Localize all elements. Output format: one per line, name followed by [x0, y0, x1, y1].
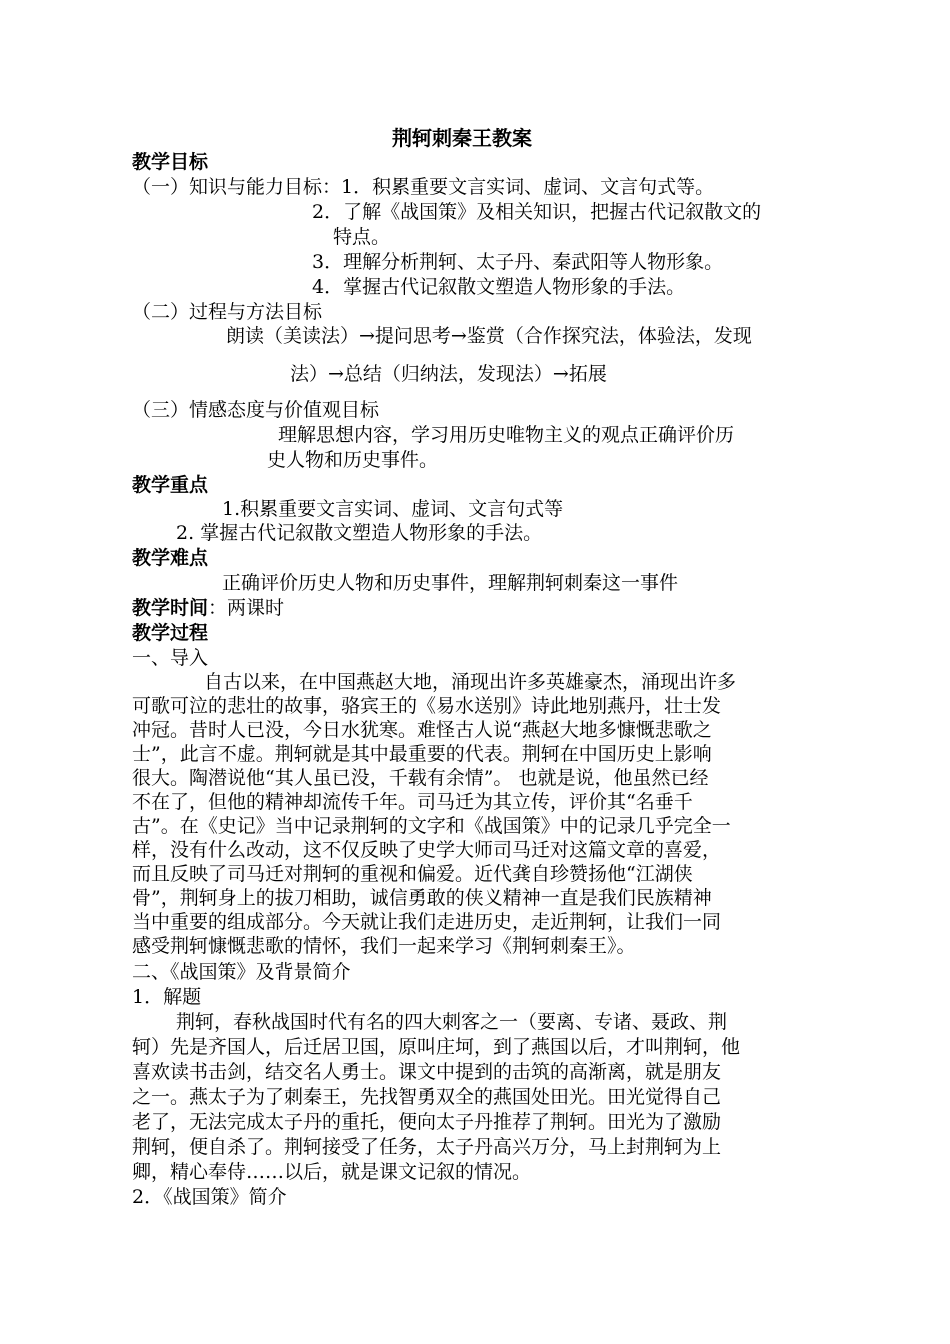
key-point-text: 1.积累重要文言实词、虚词、文言句式等 [222, 498, 564, 520]
intro-paragraph-line: 自古以来，在中国燕赵大地，涌现出许多英雄豪杰，涌现出许多 [204, 671, 737, 693]
item1-paragraph-line: 荆轲，便自杀了。荆轲接受了任务，太子丹高兴万分，马上封荆轲为上 [132, 1136, 722, 1158]
objective-text: 2．了解《战国策》及相关知识，把握古代记叙散文的 [312, 201, 762, 223]
intro-paragraph-line: 而且反映了司马迁对荆轲的重视和偏爱。近代龚自珍赞扬他“江湖侠 [132, 863, 693, 885]
item1-paragraph-line: 卿，精心奉侍……以后，就是课文记叙的情况。 [132, 1161, 532, 1183]
process-heading: 教学过程 [132, 622, 209, 644]
teaching-time [132, 596, 284, 620]
objective-text: 3．理解分析荆轲、太子丹、秦武阳等人物形象。 [312, 251, 724, 273]
item1-paragraph-line: 喜欢读书击剑，结交名人勇士。课文中提到的击筑的高渐离，就是朋友 [132, 1061, 722, 1083]
difficulty-text: 正确评价历史人物和历史事件，理解荆轲刺秦这一事件 [222, 572, 679, 594]
intro-heading: 一、导入 [132, 647, 209, 669]
objective-text: 特点。 [333, 226, 391, 248]
objective-text: 朗读（美读法）→提问思考→鉴赏（合作探究法，体验法，发现 [226, 325, 752, 347]
objective-text: 法）→总结（归纳法，发现法）→拓展 [290, 363, 607, 385]
objective-text: （一）知识与能力目标：1．积累重要文言实词、虚词、文言句式等。 [132, 176, 715, 198]
item1-heading: 1．解题 [132, 986, 202, 1008]
item2-heading: 2．《战国策》简介 [132, 1186, 287, 1208]
objective-text: 史人物和历史事件。 [267, 449, 439, 471]
intro-paragraph-line: 骨”，荆轲身上的拔刀相助，诚信勇敢的侠义精神一直是我们民族精神 [132, 887, 712, 909]
objective-text: 理解思想内容，学习用历史唯物主义的观点正确评价历 [278, 424, 735, 446]
difficulties-heading: 教学难点 [132, 547, 209, 569]
teaching-time-value: ：两课时 [208, 597, 285, 619]
item1-paragraph-line: 轲）先是齐国人，后迁居卫国，原叫庄坷，到了燕国以后，才叫荆轲，他 [132, 1036, 741, 1058]
section2-heading: 二、《战国策》及背景简介 [132, 961, 351, 983]
page-title: 荆轲刺秦王教案 [392, 126, 532, 150]
item1-paragraph-line: 荆轲，春秋战国时代有名的四大刺客之一（要离、专诸、聂政、荆 [176, 1011, 728, 1033]
objective-subheading: （三）情感态度与价值观目标 [132, 399, 380, 421]
key-points-heading: 教学重点 [132, 474, 209, 496]
intro-paragraph-line: 士”，此言不虚。荆轲就是其中最重要的代表。荆轲在中国历史上影响 [132, 743, 712, 765]
objectives-heading: 教学目标 [132, 151, 209, 173]
intro-paragraph-line: 可歌可泣的悲壮的故事，骆宾王的《易水送别》诗此地别燕丹，壮士发 [132, 695, 722, 717]
objective-subheading: （二）过程与方法目标 [132, 301, 323, 323]
intro-paragraph-line: 很大。陶潜说他“其人虽已没，千载有余情”。 也就是说，他虽然已经 [132, 767, 709, 789]
intro-paragraph-line: 不在了，但他的精神却流传千年。司马迁为其立传，评价其“名垂千 [132, 791, 693, 813]
item1-paragraph-line: 之一。燕太子为了刺秦王，先找智勇双全的燕国处田光。田光觉得自己 [132, 1086, 722, 1108]
intro-paragraph-line: 冲冠。昔时人已没，今日水犹寒。难怪古人说“燕赵大地多慷慨悲歌之 [132, 719, 712, 741]
item1-paragraph-line: 老了，无法完成太子丹的重托，便向太子丹推荐了荆轲。田光为了激励 [132, 1111, 722, 1133]
intro-paragraph-line: 古”。在《史记》当中记录荆轲的文字和《战国策》中的记录几乎完全一 [132, 815, 731, 837]
intro-paragraph-line: 感受荆轲慷慨悲歌的情怀，我们一起来学习《荆轲刺秦王》。 [132, 935, 636, 957]
key-point-text: 2. 掌握古代记叙散文塑造人物形象的手法。 [176, 522, 543, 544]
teaching-time-label: 教学时间 [132, 597, 209, 619]
objective-text: 4．掌握古代记叙散文塑造人物形象的手法。 [312, 276, 686, 298]
intro-paragraph-line: 当中重要的组成部分。今天就让我们走进历史，走近荆轲，让我们一同 [132, 911, 722, 933]
intro-paragraph-line: 样，没有什么改动，这不仅反映了史学大师司马迁对这篇文章的喜爱， [132, 839, 722, 861]
